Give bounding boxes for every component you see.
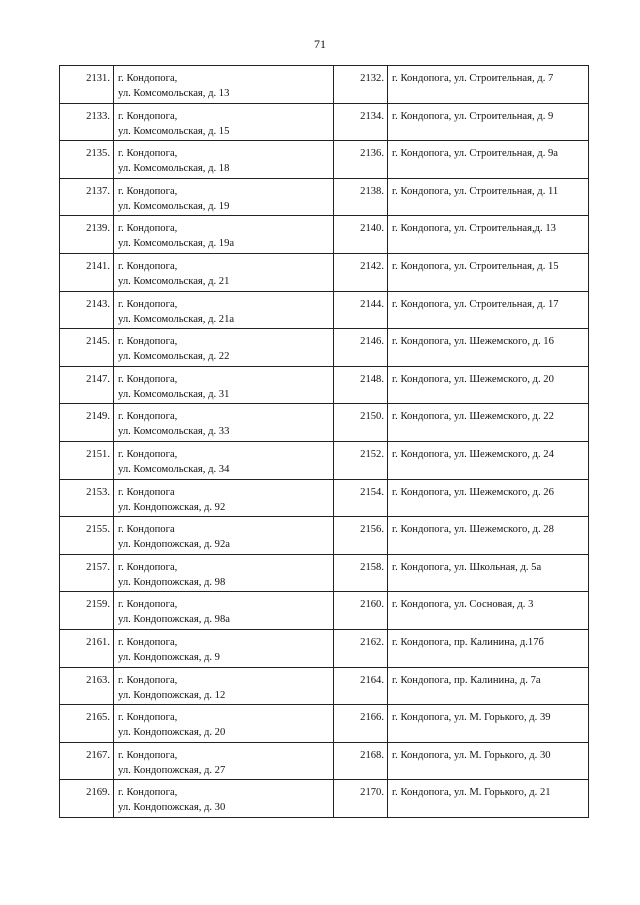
address-line-2: ул. Комсомольская, д. 21а — [118, 313, 235, 325]
address-line-1: г. Кондопога, — [118, 260, 178, 272]
right-entry-number: 2140. — [334, 216, 388, 254]
left-entry-address — [114, 404, 334, 442]
left-entry-address — [114, 667, 334, 705]
right-entry-number: 2132. — [334, 66, 388, 104]
left-entry-address — [114, 66, 334, 104]
left-entry-number: 2139. — [60, 216, 114, 254]
address-line-2: ул. Кондопожская, д. 92 — [118, 501, 226, 513]
address-line-1: г. Кондопога, ул. Шежемского, д. 26 — [392, 486, 554, 498]
left-entry-number: 2163. — [60, 667, 114, 705]
left-entry-address — [114, 329, 334, 367]
table-row — [60, 705, 589, 743]
left-entry-number: 2165. — [60, 705, 114, 743]
address-line-1: г. Кондопога, — [118, 787, 178, 799]
right-entry-number: 2136. — [334, 141, 388, 179]
address-line-2: ул. Кондопожская, д. 20 — [118, 727, 226, 739]
table-row — [60, 667, 589, 705]
left-entry-number: 2143. — [60, 291, 114, 329]
right-entry-number: 2144. — [334, 291, 388, 329]
right-entry-address — [388, 404, 589, 442]
table-row — [60, 629, 589, 667]
right-entry-number: 2166. — [334, 705, 388, 743]
address-line-1: г. Кондопога, ул. Шежемского, д. 16 — [392, 336, 554, 348]
table-row — [60, 780, 589, 818]
right-entry-address — [388, 66, 589, 104]
right-entry-number: 2170. — [334, 780, 388, 818]
left-entry-address — [114, 291, 334, 329]
address-line-2: ул. Кондопожская, д. 92а — [118, 539, 230, 551]
address-line-2: ул. Кондопожская, д. 98а — [118, 614, 230, 626]
address-line-2: ул. Комсомольская, д. 18 — [118, 163, 230, 175]
left-entry-number: 2135. — [60, 141, 114, 179]
right-entry-address — [388, 592, 589, 630]
left-entry-address — [114, 479, 334, 517]
address-line-2: ул. Кондопожская, д. 27 — [118, 764, 226, 776]
address-line-2: ул. Комсомольская, д. 19а — [118, 238, 235, 250]
address-line-1: г. Кондопога, ул. М. Горького, д. 30 — [392, 749, 551, 761]
right-entry-address — [388, 103, 589, 141]
right-entry-number: 2134. — [334, 103, 388, 141]
address-line-1: г. Кондопога, ул. Строительная, д. 15 — [392, 260, 559, 272]
right-entry-number: 2138. — [334, 178, 388, 216]
left-entry-address — [114, 554, 334, 592]
left-entry-address — [114, 366, 334, 404]
address-line-1: г. Кондопога, — [118, 336, 178, 348]
right-entry-address — [388, 554, 589, 592]
address-line-2: ул. Комсомольская, д. 19 — [118, 200, 230, 212]
right-entry-number: 2160. — [334, 592, 388, 630]
table-row — [60, 178, 589, 216]
left-entry-address — [114, 705, 334, 743]
right-entry-address — [388, 178, 589, 216]
page-number: 71 — [314, 37, 326, 51]
address-line-1: г. Кондопога, — [118, 712, 178, 724]
address-line-2: ул. Кондопожская, д. 98 — [118, 576, 226, 588]
right-entry-number: 2150. — [334, 404, 388, 442]
left-entry-address — [114, 216, 334, 254]
right-entry-address — [388, 705, 589, 743]
address-line-2: ул. Комсомольская, д. 13 — [118, 88, 230, 99]
left-entry-number: 2169. — [60, 780, 114, 818]
address-line-1: г. Кондопога, ул. Сосновая, д. 3 — [392, 599, 534, 611]
right-entry-number: 2158. — [334, 554, 388, 592]
right-entry-number: 2156. — [334, 517, 388, 555]
right-entry-address — [388, 329, 589, 367]
address-line-2: ул. Комсомольская, д. 34 — [118, 463, 230, 475]
table-row — [60, 329, 589, 367]
address-line-1: г. Кондопога, ул. Школьная, д. 5а — [392, 561, 542, 573]
left-entry-number: 2149. — [60, 404, 114, 442]
address-line-1: г. Кондопога, — [118, 411, 178, 423]
address-table — [59, 65, 589, 818]
right-entry-number: 2152. — [334, 441, 388, 479]
right-entry-number: 2142. — [334, 253, 388, 291]
address-line-1: г. Кондопога, ул. Строительная,д. 13 — [392, 223, 556, 235]
left-entry-address — [114, 517, 334, 555]
left-entry-number: 2133. — [60, 103, 114, 141]
table-row — [60, 517, 589, 555]
left-entry-number: 2141. — [60, 253, 114, 291]
address-line-2: ул. Кондопожская, д. 9 — [118, 651, 220, 663]
address-line-1: г. Кондопога, ул. Шежемского, д. 28 — [392, 524, 554, 536]
right-entry-address — [388, 141, 589, 179]
left-entry-address — [114, 629, 334, 667]
right-entry-number: 2148. — [334, 366, 388, 404]
address-line-1: г. Кондопога, — [118, 185, 178, 197]
right-entry-address — [388, 366, 589, 404]
left-entry-number: 2157. — [60, 554, 114, 592]
address-line-2: ул. Комсомольская, д. 31 — [118, 388, 230, 400]
address-line-1: г. Кондопога, — [118, 73, 178, 84]
address-line-2: ул. Кондопожская, д. 30 — [118, 802, 226, 814]
left-entry-number: 2145. — [60, 329, 114, 367]
left-entry-address — [114, 780, 334, 818]
address-line-1: г. Кондопога, — [118, 298, 178, 310]
right-entry-address — [388, 441, 589, 479]
address-line-2: ул. Комсомольская, д. 15 — [118, 125, 230, 137]
left-entry-number: 2167. — [60, 742, 114, 780]
table-row — [60, 742, 589, 780]
right-entry-address — [388, 629, 589, 667]
address-line-1: г. Кондопога — [118, 524, 175, 536]
table-row — [60, 141, 589, 179]
table-row — [60, 479, 589, 517]
left-entry-address — [114, 253, 334, 291]
address-line-1: г. Кондопога, — [118, 749, 178, 761]
address-line-1: г. Кондопога, — [118, 674, 178, 686]
address-line-1: г. Кондопога, ул. Шежемского, д. 24 — [392, 448, 554, 460]
table-row — [60, 291, 589, 329]
right-entry-address — [388, 479, 589, 517]
right-entry-number: 2162. — [334, 629, 388, 667]
address-table-body — [60, 66, 589, 818]
right-entry-address — [388, 216, 589, 254]
left-entry-address — [114, 103, 334, 141]
left-entry-address — [114, 592, 334, 630]
right-entry-address — [388, 742, 589, 780]
left-entry-address — [114, 742, 334, 780]
address-line-1: г. Кондопога, — [118, 148, 178, 160]
table-row — [60, 216, 589, 254]
address-line-1: г. Кондопога, — [118, 110, 178, 122]
table-row — [60, 592, 589, 630]
left-entry-number: 2161. — [60, 629, 114, 667]
address-line-2: ул. Комсомольская, д. 33 — [118, 426, 230, 438]
right-entry-number: 2154. — [334, 479, 388, 517]
right-entry-number: 2168. — [334, 742, 388, 780]
right-entry-address — [388, 780, 589, 818]
address-line-1: г. Кондопога — [118, 486, 175, 498]
right-entry-address — [388, 667, 589, 705]
address-line-1: г. Кондопога, — [118, 561, 178, 573]
left-entry-number: 2153. — [60, 479, 114, 517]
address-line-1: г. Кондопога, — [118, 448, 178, 460]
right-entry-number: 2146. — [334, 329, 388, 367]
address-line-1: г. Кондопога, — [118, 599, 178, 611]
right-entry-address — [388, 291, 589, 329]
address-line-2: ул. Комсомольская, д. 21 — [118, 275, 230, 287]
address-line-1: г. Кондопога, ул. М. Горького, д. 39 — [392, 712, 551, 724]
address-line-1: г. Кондопога, ул. Строительная, д. 9 — [392, 110, 554, 122]
left-entry-number: 2137. — [60, 178, 114, 216]
table-row — [60, 441, 589, 479]
left-entry-address — [114, 178, 334, 216]
address-line-1: г. Кондопога, ул. Строительная, д. 7 — [392, 73, 554, 84]
right-entry-address — [388, 253, 589, 291]
table-row — [60, 404, 589, 442]
address-line-1: г. Кондопога, пр. Калинина, д.17б — [392, 636, 544, 648]
left-entry-address — [114, 441, 334, 479]
table-row — [60, 103, 589, 141]
address-line-1: г. Кондопога, — [118, 373, 178, 385]
address-line-1: г. Кондопога, пр. Калинина, д. 7а — [392, 674, 541, 686]
left-entry-number: 2159. — [60, 592, 114, 630]
address-line-1: г. Кондопога, ул. Строительная, д. 11 — [392, 185, 559, 197]
left-entry-address — [114, 141, 334, 179]
right-entry-address — [388, 517, 589, 555]
table-row — [60, 66, 589, 104]
left-entry-number: 2131. — [60, 66, 114, 104]
address-line-2: ул. Комсомольская, д. 22 — [118, 351, 230, 363]
table-row — [60, 554, 589, 592]
address-line-1: г. Кондопога, ул. М. Горького, д. 21 — [392, 787, 551, 799]
table-row — [60, 253, 589, 291]
address-line-1: г. Кондопога, — [118, 223, 178, 235]
left-entry-number: 2151. — [60, 441, 114, 479]
table-row — [60, 366, 589, 404]
address-line-2: ул. Кондопожская, д. 12 — [118, 689, 226, 701]
address-line-1: г. Кондопога, — [118, 636, 178, 648]
left-entry-number: 2155. — [60, 517, 114, 555]
address-line-1: г. Кондопога, ул. Шежемского, д. 20 — [392, 373, 554, 385]
address-line-1: г. Кондопога, ул. Строительная, д. 17 — [392, 298, 559, 310]
address-line-1: г. Кондопога, ул. Строительная, д. 9а — [392, 148, 558, 160]
right-entry-number: 2164. — [334, 667, 388, 705]
address-line-1: г. Кондопога, ул. Шежемского, д. 22 — [392, 411, 554, 423]
left-entry-number: 2147. — [60, 366, 114, 404]
